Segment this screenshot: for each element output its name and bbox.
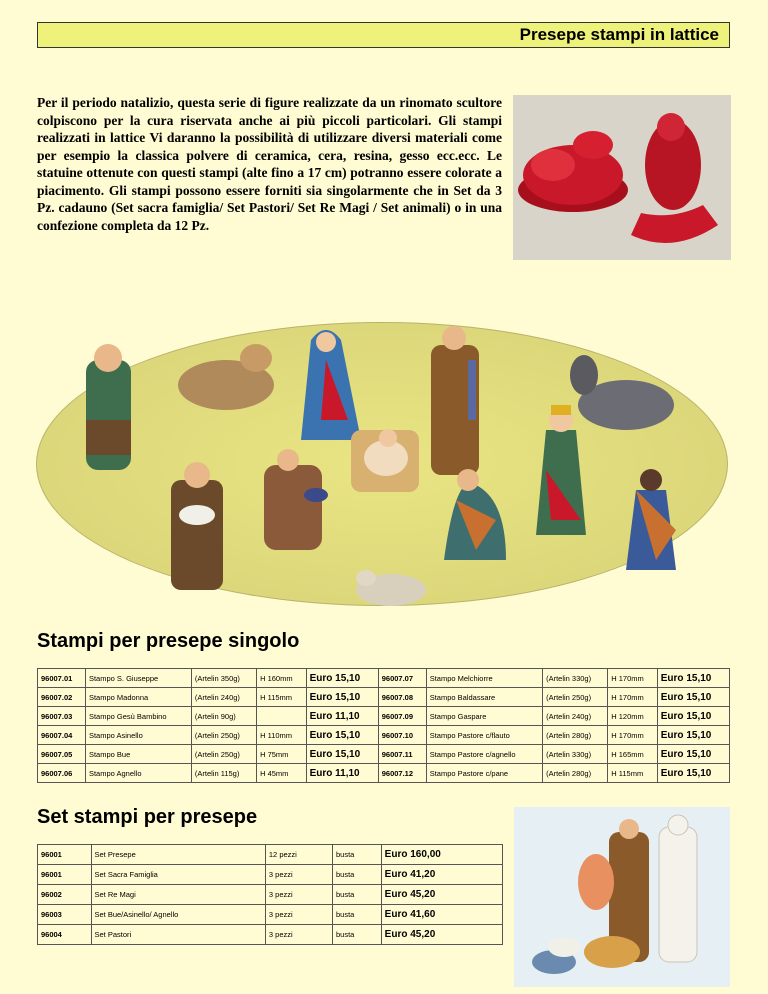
set-packaging: busta [332, 845, 381, 865]
madonna-figure [301, 330, 361, 440]
set-quantity: 3 pezzi [265, 865, 332, 885]
item-material: (Artelin 90g) [191, 707, 256, 726]
item-code: 96007.01 [38, 669, 86, 688]
baldassare-figure [444, 469, 506, 560]
item-material: (Artelin 250g) [191, 745, 256, 764]
item-price: Euro 15,10 [657, 669, 729, 688]
item-name: Stampo Pastore c/flauto [426, 726, 542, 745]
item-price: Euro 15,10 [306, 745, 378, 764]
item-height: H 170mm [608, 669, 658, 688]
set-packaging: busta [332, 905, 381, 925]
table-row [38, 745, 730, 764]
gaspare-figure [626, 469, 676, 570]
item-code: 96007.10 [378, 726, 426, 745]
sets-price-table [37, 844, 503, 945]
item-price: Euro 11,10 [306, 707, 378, 726]
donkey-figure [570, 355, 674, 430]
item-material: (Artelin 330g) [543, 745, 608, 764]
item-code: 96007.03 [38, 707, 86, 726]
set-name: Set Presepe [91, 845, 265, 865]
table-row [38, 925, 503, 945]
section-title-sets: Set stampi per presepe [37, 806, 258, 828]
table-row [38, 885, 503, 905]
page-header [37, 22, 730, 48]
set-name: Set Sacra Famiglia [91, 865, 265, 885]
baby-jesus-figure [351, 429, 419, 492]
set-price: Euro 160,00 [381, 845, 502, 865]
set-packaging: busta [332, 925, 381, 945]
item-price: Euro 15,10 [306, 688, 378, 707]
set-price: Euro 41,60 [381, 905, 502, 925]
set-name: Set Bue/Asinello/ Agnello [91, 905, 265, 925]
item-material: (Artelin 240g) [543, 707, 608, 726]
set-price: Euro 45,20 [381, 885, 502, 905]
set-code: 96003 [38, 905, 92, 925]
table-row [38, 865, 503, 885]
set-quantity: 12 pezzi [265, 845, 332, 865]
item-material: (Artelin 280g) [543, 764, 608, 783]
item-code: 96007.09 [378, 707, 426, 726]
ox-figure [178, 344, 274, 410]
item-code: 96007.02 [38, 688, 86, 707]
set-packaging: busta [332, 885, 381, 905]
item-name: Stampo Gaspare [426, 707, 542, 726]
item-material: (Artelin 250g) [543, 688, 608, 707]
item-height: H 75mm [257, 745, 307, 764]
item-material: (Artelin 250g) [191, 726, 256, 745]
item-price: Euro 15,10 [657, 707, 729, 726]
item-price: Euro 15,10 [306, 669, 378, 688]
item-height: H 45mm [257, 764, 307, 783]
item-name: Stampo Bue [85, 745, 191, 764]
item-price: Euro 15,10 [657, 745, 729, 764]
set-code: 96004 [38, 925, 92, 945]
set-quantity: 3 pezzi [265, 885, 332, 905]
item-price: Euro 15,10 [657, 688, 729, 707]
shepherd-lamb-figure [171, 462, 223, 590]
page-title: Presepe stampi in lattice [519, 25, 719, 44]
item-code: 96007.06 [38, 764, 86, 783]
item-height: H 160mm [257, 669, 307, 688]
item-code: 96007.05 [38, 745, 86, 764]
table-row [38, 707, 730, 726]
item-name: Stampo Pastore c/pane [426, 764, 542, 783]
shepherd-bread-figure [264, 449, 328, 550]
section-title-singles: Stampi per presepe singolo [37, 630, 300, 652]
item-name: Stampo Agnello [85, 764, 191, 783]
item-material: (Artelin 240g) [191, 688, 256, 707]
table-row [38, 764, 730, 783]
set-quantity: 3 pezzi [265, 925, 332, 945]
item-name: Stampo Pastore c/agnello [426, 745, 542, 764]
item-material: (Artelin 115g) [191, 764, 256, 783]
table-row [38, 905, 503, 925]
item-name: Stampo Gesù Bambino [85, 707, 191, 726]
item-code: 96007.07 [378, 669, 426, 688]
item-height: H 170mm [608, 726, 658, 745]
table-row [38, 726, 730, 745]
item-code: 96007.11 [378, 745, 426, 764]
latex-molds-photo [513, 95, 731, 260]
table-row [38, 845, 503, 865]
intro-paragraph: Per il periodo natalizio, questa serie di figure realizzate da un rinomato scultore colpiscono per la cura riservata anche ai più piccoli particolari. Gli stampi realizzati in lattice Vi daranno la possibilità di utilizzare diversi materiali come per esempio la classica polvere di ceramica, cera, resina, gesso ecc.ecc. Le statuine ottenute con questi stampi (alte fino a 17 cm) potranno essere colorate a piacimento. Gli stampi possono essere forniti sia singolarmente che in Set da 3 Pz. cadauno (Set sacra famiglia/ Set Pastori/ Set Re Magi / Set animali) o in una confezione completa da 12 Pz. [37, 95, 502, 233]
item-name: Stampo Baldassare [426, 688, 542, 707]
item-code: 96007.04 [38, 726, 86, 745]
lamb-figure [356, 570, 426, 606]
item-code: 96007.08 [378, 688, 426, 707]
set-packaging: busta [332, 865, 381, 885]
item-name: Stampo S. Giuseppe [85, 669, 191, 688]
item-code: 96007.12 [378, 764, 426, 783]
shepherd-flute-figure [86, 344, 131, 470]
item-material: (Artelin 330g) [543, 669, 608, 688]
item-height: H 120mm [608, 707, 658, 726]
item-name: Stampo Madonna [85, 688, 191, 707]
nativity-figurines-illustration [36, 320, 728, 620]
set-name: Set Re Magi [91, 885, 265, 905]
item-height: H 165mm [608, 745, 658, 764]
set-code: 96001 [38, 865, 92, 885]
singles-price-table [37, 668, 730, 783]
item-price: Euro 11,10 [306, 764, 378, 783]
table-row [38, 688, 730, 707]
set-price: Euro 41,20 [381, 865, 502, 885]
set-quantity: 3 pezzi [265, 905, 332, 925]
set-code: 96001 [38, 845, 92, 865]
item-price: Euro 15,10 [657, 726, 729, 745]
item-height: H 115mm [257, 688, 307, 707]
item-name: Stampo Melchiorre [426, 669, 542, 688]
table-row [38, 669, 730, 688]
item-height: H 110mm [257, 726, 307, 745]
item-height [257, 707, 307, 726]
item-height: H 170mm [608, 688, 658, 707]
item-height: H 115mm [608, 764, 658, 783]
melchiorre-figure [536, 405, 586, 535]
set-price: Euro 45,20 [381, 925, 502, 945]
set-name: Set Pastori [91, 925, 265, 945]
item-name: Stampo Asinello [85, 726, 191, 745]
item-price: Euro 15,10 [306, 726, 378, 745]
item-material: (Artelin 350g) [191, 669, 256, 688]
joseph-figure [431, 326, 479, 475]
item-material: (Artelin 280g) [543, 726, 608, 745]
item-price: Euro 15,10 [657, 764, 729, 783]
set-code: 96002 [38, 885, 92, 905]
painted-figurines-photo [514, 807, 730, 987]
